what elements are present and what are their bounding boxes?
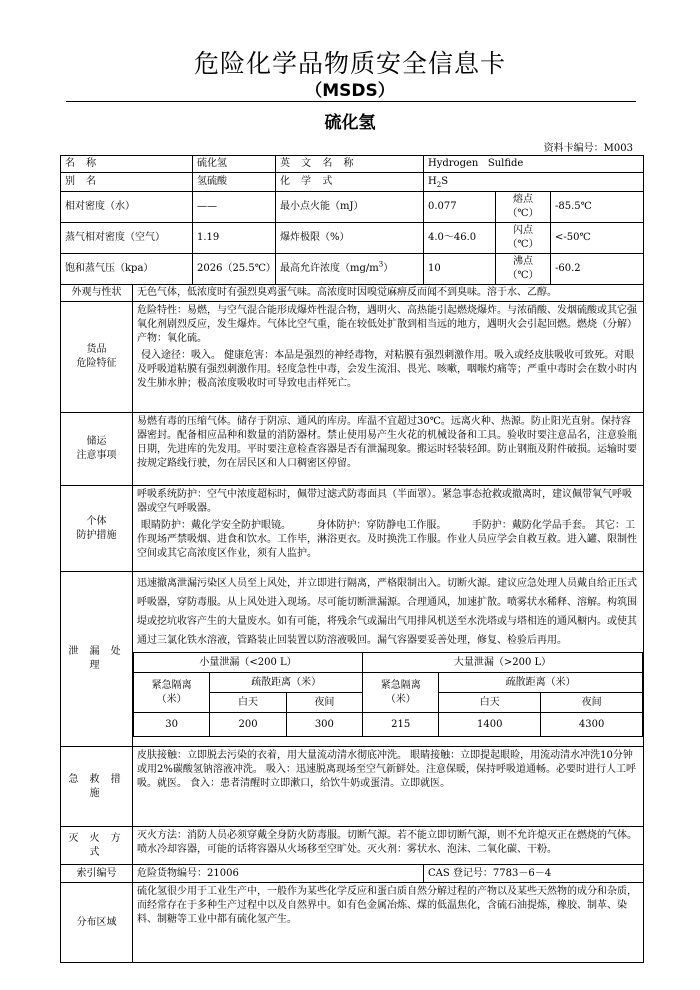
flash-point-label: 闪点（℃） xyxy=(496,223,551,254)
first-aid-label: 急 救 措 施 xyxy=(61,747,133,827)
index-label: 索引编号 xyxy=(61,865,133,883)
appearance-text: 无色气体，低浓度时有强烈臭鸡蛋气味。高浓度时因嗅觉麻痹反而闻不到臭味。溶于水、乙醇。 xyxy=(133,285,644,302)
large-leak-header: 大量泄漏（>200 L） xyxy=(363,653,643,673)
max-concentration-label: 最高允许浓度$(mg/m^3)$ xyxy=(276,254,424,285)
boiling-point-label: 沸点（℃） xyxy=(496,254,551,285)
min-ignition-value: 0.077 xyxy=(424,192,496,223)
large-night-label: 夜间 xyxy=(541,693,643,713)
english-name-label: 英 文 名 称 xyxy=(276,156,424,173)
small-evacuation-label: 疏散距离（米） xyxy=(210,673,363,693)
protection-text xyxy=(133,486,644,572)
melting-point-value: -85.5℃ xyxy=(551,192,644,223)
fire-fighting-text: 灭火方法：消防人员必须穿戴全身防火防毒服。切断气源。若不能立即切断气源，则不允许熄灭正在燃烧的气体。喷水冷却容器，可能的话将容器从火场移至空旷处。灭火剂：雾状水、泡沫、二氧化碳、干粉。 xyxy=(133,827,644,865)
large-evacuation-label: 疏散距离（米） xyxy=(439,673,643,693)
relative-density-value: —— xyxy=(193,192,276,223)
flash-point-value: <-50℃ xyxy=(551,223,644,254)
melting-point-label: 熔点（℃） xyxy=(496,192,551,223)
small-leak-header: 小量泄漏（<200 L） xyxy=(134,653,363,673)
distribution-text: 硫化氢很少用于工业生产中，一般作为某些化学反应和蛋白质自然分解过程的产物以及某些天然物的成分和杂质，而经常存在于多种生产过程中以及自然界中。如有色金属冶炼、煤的低温焦化，含硫石油提炼，橡胶、制革、染料、制糖等工业中都有硫化氢产生。 xyxy=(133,883,644,963)
card-number: 资料卡编号：M003 xyxy=(543,143,633,154)
cas-number: CAS 登记号：7783－6－4 xyxy=(424,865,644,883)
min-ignition-label: 最小点火能（mJ） xyxy=(276,192,424,223)
fire-fighting-label: 灭 火 方 式 xyxy=(61,827,133,865)
protection-paragraph-2: 眼睛防护：戴化学安全防护眼镜。 身体防护：穿防静电工作服。 手防护：戴防化学品手套。 其它：工作现场严禁吸烟、进食和饮水。工作毕，淋浴更衣。及时换洗工作服。作业人员应学会自救互救。进入罐、限制性空间或其它高浓度区作业，须有人监护。 xyxy=(137,520,637,559)
saturated-pressure-value: 2026（25.5℃） xyxy=(193,254,276,285)
vapor-density-value: 1.19 xyxy=(193,223,276,254)
appearance-label: 外观与性状 xyxy=(61,285,133,302)
small-day-value: 200 xyxy=(210,713,286,737)
hazard-paragraph-2: 侵入途径：吸入。 健康危害：本品是强烈的神经毒物，对粘膜有强烈刺激作用。吸入或经皮肤吸收可致死。对眼及呼吸道粘膜有强烈刺激作用。轻度急性中毒，会发生流泪、畏光、咳嗽，咽喉灼痛等；严重中毒时会在数小时内发生肺水肿；极高浓度吸收时可导致电击样死亡。 xyxy=(137,350,637,389)
protection-label: 个体 防护措施 xyxy=(61,486,133,572)
leak-label: 泄 漏 处 理 xyxy=(61,572,133,747)
saturated-pressure-label: 饱和蒸气压（kpa） xyxy=(61,254,193,285)
name-value: 硫化氢 xyxy=(193,156,276,173)
msds-table xyxy=(60,155,644,963)
alias-value: 氢硫酸 xyxy=(193,173,276,192)
small-day-label: 白天 xyxy=(210,693,286,713)
first-aid-text: 皮肤接触：立即脱去污染的衣着，用大量流动清水彻底冲洗。 眼睛接触：立即提起眼睑，用流动清水冲洗10分钟或用2%碳酸氢钠溶液冲洗。 吸入：迅速脱离现场至空气新鲜处。注意保暖，保持呼吸道通畅。必要时进行人工呼吸。就医。 食入：患者清醒时立即漱口，给饮牛奶或蛋清。立即就医。 xyxy=(133,747,644,827)
name-label: 名 称 xyxy=(61,156,193,173)
substance-name: 硫化氢 xyxy=(324,113,376,133)
formula-value: $H_2S$ xyxy=(424,173,644,192)
boiling-point-value: -60.2 xyxy=(551,254,644,285)
formula-label: 化 学 式 xyxy=(276,173,424,192)
leak-cell xyxy=(133,572,644,747)
large-isolation-label: 紧急隔离 （米） xyxy=(363,673,439,713)
vapor-density-label: 蒸气相对密度（空气） xyxy=(61,223,193,254)
document-subtitle: （MSDS） xyxy=(305,81,395,101)
document-title: 危险化学品物质安全信息卡 xyxy=(193,49,506,78)
large-day-label: 白天 xyxy=(439,693,541,713)
isolation-table xyxy=(133,652,643,737)
relative-density-label: 相对密度（水） xyxy=(61,192,193,223)
title-rule xyxy=(66,101,636,102)
hazard-paragraph-1: 危险特性：易燃，与空气混合能形成爆炸性混合物，遇明火、高热能引起燃烧爆炸。与浓硝酸、发烟硫酸或其它强氧化剂剧烈反应，发生爆炸。气体比空气重，能在较低处扩散到相当远的地方，遇明火会引起回燃。燃烧（分解）产物：氧化硫。 xyxy=(137,305,637,344)
english-name-value: Hydrogen Sulfide xyxy=(424,156,644,173)
alias-label: 别 名 xyxy=(61,173,193,192)
hazard-label: 货品 危险特征 xyxy=(61,302,133,413)
small-night-value: 300 xyxy=(286,713,362,737)
storage-text: 易燃有毒的压缩气体。储存于阴凉、通风的库房。库温不宜超过30℃。远离火种、热源。防止阳光直射。保持容器密封。配备相应品种和数量的消防器材。禁止使用易产生火花的机械设备和工具。验收时要注意品名，注意验瓶日期，先进库的先发用。平时要注意检查容器是否有泄漏现象。搬运时轻装轻卸。防止钢瓶及附件破损。运输时要按规定路线行驶，勿在居民区和人口稠密区停留。 xyxy=(133,413,644,486)
explosion-limit-label: 爆炸极限（%） xyxy=(276,223,424,254)
leak-text: 迅速撤离泄漏污染区人员至上风处，并立即进行隔离，严格限制出入。切断火源。建议应急处理人员戴自给正压式呼吸器，穿防毒服。从上风处进入现场。尽可能切断泄漏源。合理通风，加速扩散。喷雾状水稀释、溶解。构筑围堤或挖坑收容产生的大量废水。如有可能，将残余气或漏出气用排风机送至水洗塔或与塔相连的通风橱内。或使其通过三氯化铁水溶液，管路装止回装置以防溶液吸回。漏气容器要妥善处理，修复、检验后再用。 xyxy=(137,578,637,646)
explosion-limit-value: 4.0～46.0 xyxy=(424,223,496,254)
small-isolation-label: 紧急隔离 （米） xyxy=(134,673,210,713)
max-concentration-value: 10 xyxy=(424,254,496,285)
small-isolation-value: 30 xyxy=(134,713,210,737)
storage-label: 储运 注意事项 xyxy=(61,413,133,486)
distribution-label: 分布区域 xyxy=(61,883,133,963)
protection-paragraph-1: 呼吸系统防护：空气中浓度超标时，佩带过滤式防毒面具（半面罩）。紧急事态抢救或撤离时，建议佩带氧气呼吸器或空气呼吸器。 xyxy=(137,489,632,514)
large-night-value: 4300 xyxy=(541,713,643,737)
dangerous-goods-number: 危险货物编号：21006 xyxy=(133,865,424,883)
large-day-value: 1400 xyxy=(439,713,541,737)
large-isolation-value: 215 xyxy=(363,713,439,737)
hazard-text xyxy=(133,302,644,413)
small-night-label: 夜间 xyxy=(286,693,362,713)
